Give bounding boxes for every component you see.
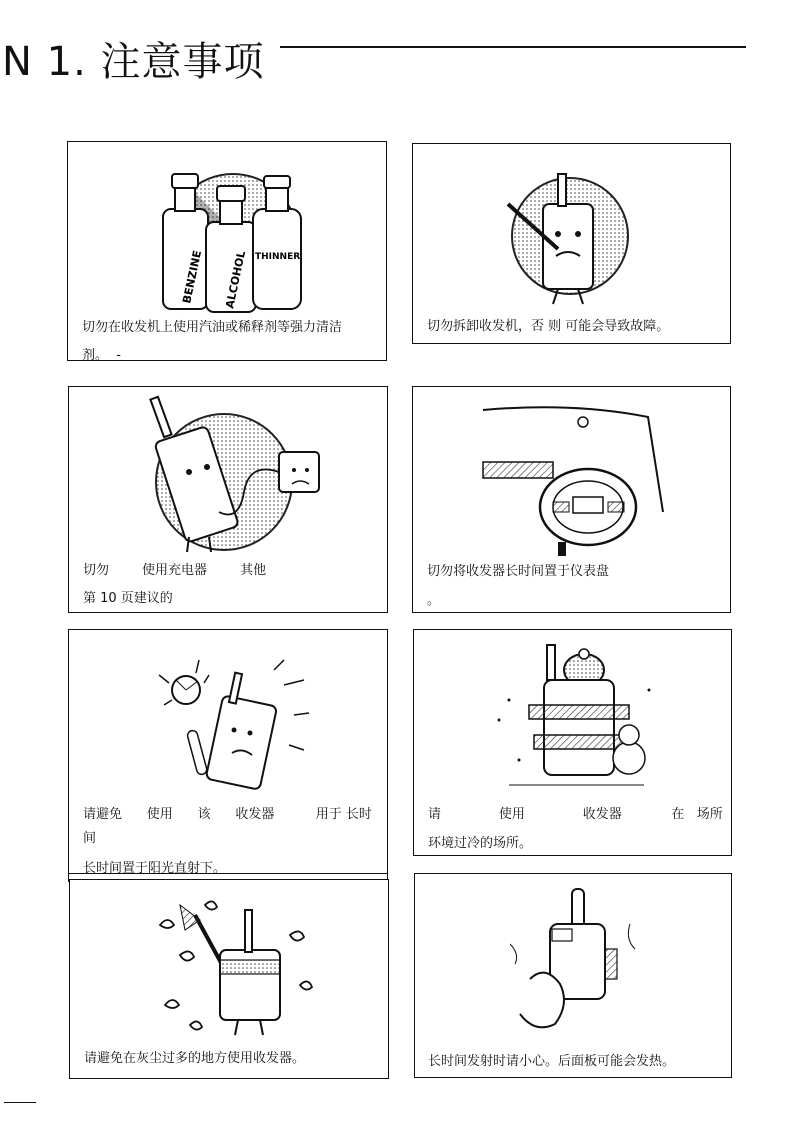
caption-line-1: 切勿 使用充电器 其他 [83, 563, 267, 578]
caption-line-1: 请避免在灰尘过多的地方使用收发器。 [84, 1051, 306, 1066]
caption-line-2: 第 10 页建议的 [83, 591, 173, 606]
caption-line-1: 切勿在收发机上使用汽油或稀释剂等强力清洁 [82, 320, 343, 335]
title-rule [280, 46, 746, 48]
caption-line-1: 切勿拆卸收发机，否 则 可能会导致故障。 [427, 319, 670, 334]
dashboard-illustration [473, 402, 673, 557]
caption-line-2: 环境过冷的场所。 [428, 836, 533, 851]
caption-line-2: 间 [83, 831, 97, 846]
solvent-bottles-illustration [148, 164, 318, 314]
panel-dust [69, 879, 389, 1079]
footer-rule [4, 1102, 36, 1103]
panel-underline [67, 360, 387, 361]
panel-dashboard [412, 386, 731, 613]
caption-line-1: 请 使用 收发器 在 场所 [428, 807, 723, 822]
dust-illustration [150, 895, 320, 1040]
page-title: N 1. 注意事项 [2, 39, 265, 85]
panel-heat [414, 873, 732, 1078]
panel-sunlight [68, 629, 388, 882]
panel-cold [413, 629, 732, 856]
label-benzine: BENZINE [180, 249, 205, 305]
label-thinner: THINNER [255, 252, 301, 262]
caption-line-1: 请避免 使用 该 收发器 用于 长时 [83, 807, 372, 822]
charger-illustration [149, 392, 349, 557]
cold-illustration [489, 640, 664, 795]
panel-no-disassemble [412, 143, 731, 344]
caption-line-1: 长时间发射时请小心。后面板可能会发热。 [428, 1054, 676, 1069]
label-alcohol: ALCOHOL [223, 249, 249, 310]
panel-charger [68, 386, 388, 613]
sunlight-illustration [154, 655, 314, 795]
caption-line-2: 剂。 - [82, 348, 121, 363]
caption-line-2: 。 [427, 593, 441, 608]
caption-line-3: 长时间置于阳光直射下。 [83, 861, 227, 876]
panel-divider [68, 873, 388, 874]
heat-illustration [510, 884, 650, 1044]
panel-no-solvents [67, 141, 387, 361]
disassemble-illustration [498, 164, 648, 309]
caption-line-1: 切勿将收发器长时间置于仪表盘 [427, 564, 610, 579]
